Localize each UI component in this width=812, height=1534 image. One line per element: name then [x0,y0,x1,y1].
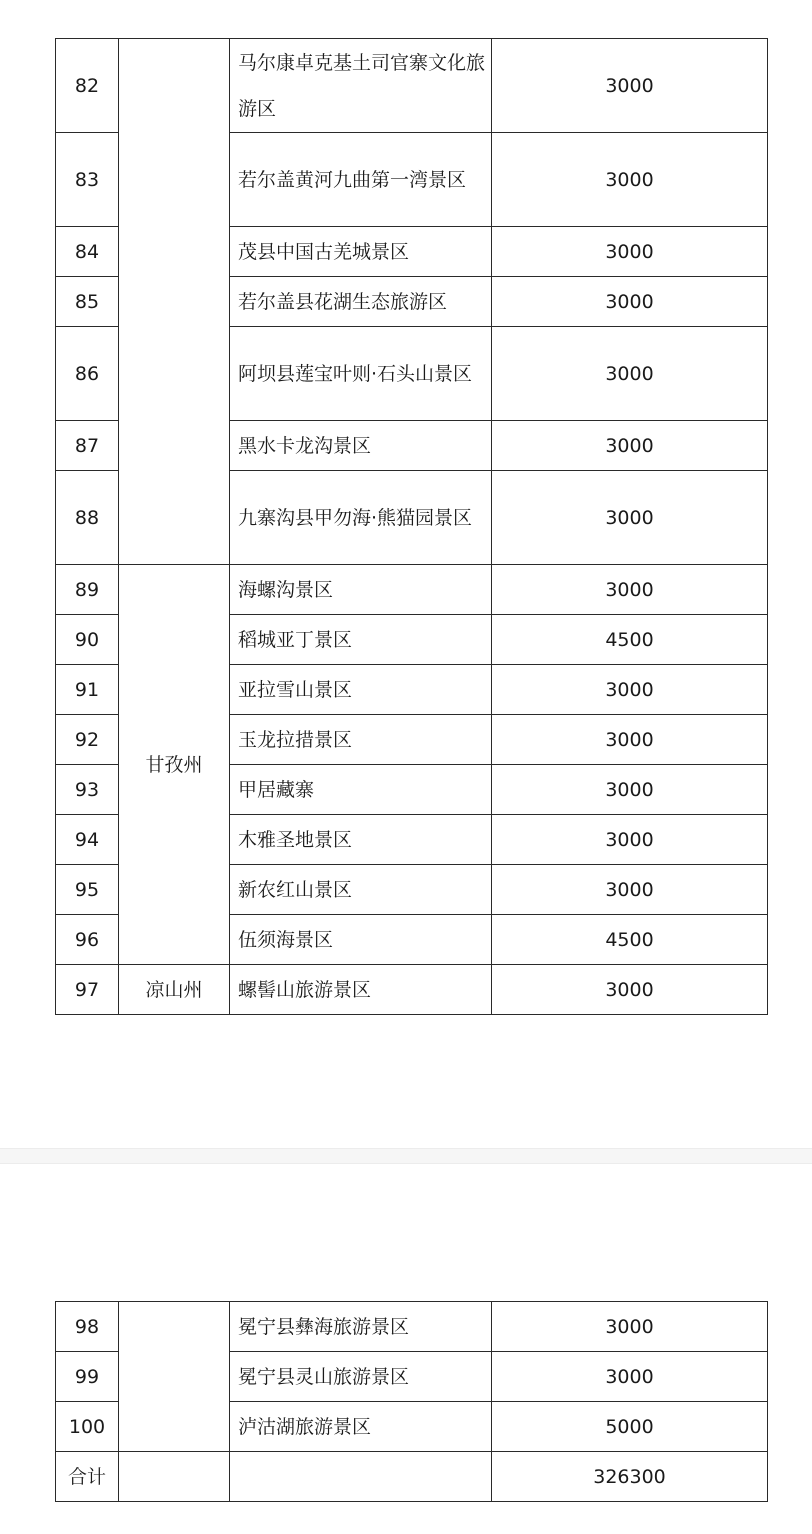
scenic-area-name: 黑水卡龙沟景区 [230,421,492,471]
scenic-area-name: 亚拉雪山景区 [230,665,492,715]
region-cell-aba [119,39,230,565]
amount: 3000 [492,39,768,133]
amount: 3000 [492,765,768,815]
row-number: 93 [56,765,119,815]
scenic-area-name: 冕宁县灵山旅游景区 [230,1352,492,1402]
table-row [56,565,768,615]
scenic-area-name: 九寨沟县甲勿海·熊猫园景区 [230,471,492,565]
total-region-empty [119,1452,230,1502]
amount: 3000 [492,715,768,765]
scenic-area-name: 甲居藏寨 [230,765,492,815]
amount: 3000 [492,1352,768,1402]
scenic-area-name: 稻城亚丁景区 [230,615,492,665]
row-number: 99 [56,1352,119,1402]
amount: 3000 [492,227,768,277]
total-label: 合计 [56,1452,119,1502]
row-number: 89 [56,565,119,615]
row-number: 95 [56,865,119,915]
row-number: 84 [56,227,119,277]
row-number: 92 [56,715,119,765]
amount: 5000 [492,1402,768,1452]
row-number: 91 [56,665,119,715]
region-cell-liangshan: 凉山州 [119,965,230,1015]
scenic-area-name: 阿坝县莲宝叶则·石头山景区 [230,327,492,421]
scenic-area-name: 螺髻山旅游景区 [230,965,492,1015]
page-break-divider [0,1148,812,1164]
scenic-area-name: 若尔盖县花湖生态旅游区 [230,277,492,327]
row-number: 82 [56,39,119,133]
region-cell-continued [119,1302,230,1452]
scenic-area-table-page1 [55,38,768,1015]
table-row [56,965,768,1015]
amount: 3000 [492,471,768,565]
scenic-area-table-page2 [55,1301,768,1502]
table-row [56,39,768,133]
amount: 3000 [492,965,768,1015]
scenic-area-name: 若尔盖黄河九曲第一湾景区 [230,133,492,227]
amount: 3000 [492,665,768,715]
row-number: 98 [56,1302,119,1352]
row-number: 88 [56,471,119,565]
row-number: 86 [56,327,119,421]
scenic-area-name: 玉龙拉措景区 [230,715,492,765]
scenic-area-name: 新农红山景区 [230,865,492,915]
amount: 3000 [492,421,768,471]
amount: 3000 [492,865,768,915]
scenic-area-name: 冕宁县彝海旅游景区 [230,1302,492,1352]
row-number: 83 [56,133,119,227]
total-name-empty [230,1452,492,1502]
amount: 3000 [492,815,768,865]
scenic-area-name: 伍须海景区 [230,915,492,965]
row-number: 87 [56,421,119,471]
row-number: 100 [56,1402,119,1452]
scenic-area-name: 马尔康卓克基土司官寨文化旅游区 [230,39,492,133]
amount: 3000 [492,277,768,327]
row-number: 96 [56,915,119,965]
total-row [56,1452,768,1502]
row-number: 90 [56,615,119,665]
total-amount: 326300 [492,1452,768,1502]
table-row [56,1302,768,1352]
amount: 3000 [492,565,768,615]
row-number: 97 [56,965,119,1015]
amount: 3000 [492,133,768,227]
scenic-area-name: 泸沽湖旅游景区 [230,1402,492,1452]
scenic-area-name: 海螺沟景区 [230,565,492,615]
amount: 3000 [492,1302,768,1352]
row-number: 94 [56,815,119,865]
scenic-area-name: 茂县中国古羌城景区 [230,227,492,277]
region-cell-ganzi: 甘孜州 [119,565,230,965]
amount: 4500 [492,915,768,965]
amount: 4500 [492,615,768,665]
scenic-area-name: 木雅圣地景区 [230,815,492,865]
amount: 3000 [492,327,768,421]
row-number: 85 [56,277,119,327]
